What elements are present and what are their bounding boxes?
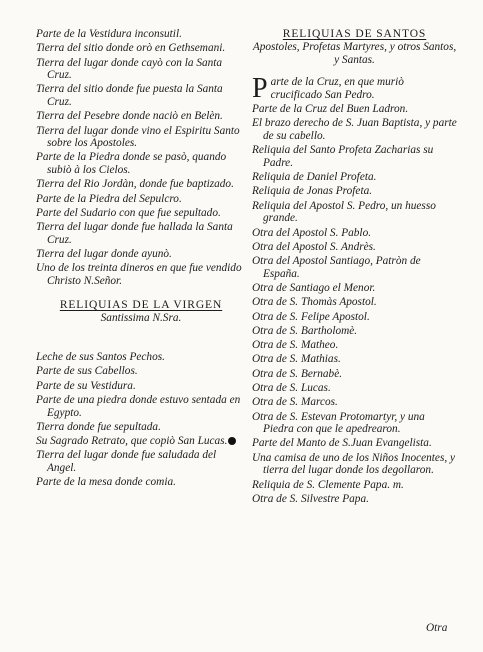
virgin-relics-list	[36, 351, 246, 489]
list-item: Otra de S. Lucas.	[252, 381, 331, 394]
list-item: Otra del Apostol Santiago, Patròn de España.	[252, 255, 421, 280]
left-column	[36, 28, 246, 491]
list-item: Su Sagrado Retrato, que copiò San Lucas.	[36, 435, 228, 448]
list-item: Otra del Apostol S. Pablo.	[252, 226, 372, 239]
list-item: Otra de S. Silvestre Papa.	[252, 492, 369, 505]
saints-relics-subheading: Apostoles, Profetas Martyres, y otros Santos, y Santas.	[252, 41, 457, 66]
saints-relics-heading: RELIQUIAS DE SANTOS	[282, 28, 427, 40]
list-item: Parte de la Vestidura inconsutil.	[36, 28, 182, 40]
virgin-relics-subheading: Santissima N.Sra.	[100, 311, 182, 324]
ink-dot	[228, 437, 236, 445]
list-item: Tierra del Rio Jordàn, donde fue baptizado.	[36, 178, 234, 191]
list-item: Tierra del lugar donde fue saludada del Angel.	[36, 449, 217, 474]
list-item: Leche de sus Santos Pechos.	[36, 351, 165, 364]
drop-cap: P	[252, 73, 268, 105]
list-item	[252, 73, 457, 105]
list-item: Parte de la Piedra del Sepulcro.	[36, 192, 182, 205]
list-item: El brazo derecho de S. Juan Baptista, y parte de su cabello.	[252, 117, 457, 142]
list-item: Reliquia de Jonas Profeta.	[252, 185, 373, 198]
list-item: Tierra del sitio donde fue puesta la Santa Cruz.	[36, 83, 223, 109]
list-item: Parte de la mesa donde comia.	[36, 476, 176, 489]
saints-relics-list	[252, 103, 457, 505]
list-item: Parte de su Vestidura.	[36, 379, 136, 392]
list-item: Otra de S. Estevan Protomartyr, y una Piedra con que le apedrearon.	[252, 410, 425, 436]
list-item: Otra de Santiago el Menor.	[252, 281, 376, 294]
list-item: Parte de la Cruz del Buen Ladron.	[252, 103, 409, 116]
list-item: Otra de S. Mathias.	[252, 353, 341, 366]
list-item: Otra de S. Marcos.	[252, 396, 338, 409]
first-entry-text: arte de la Cruz, en que muriò crucificado San Pedro.	[270, 76, 404, 101]
list-item: Parte del Sudario con que fue sepultado.	[36, 206, 221, 219]
list-item: Otra de S. Thomàs Apostol.	[252, 296, 377, 309]
list-item: Tierra del Pesebre donde naciò en Belèn.	[36, 110, 223, 123]
list-item: Parte de sus Cabellos.	[36, 365, 138, 378]
list-item: Otra de S. Bernabè.	[252, 367, 343, 380]
list-item: Una camisa de uno de los Niños Inocentes, y tierra del lugar donde los degollaron.	[252, 451, 455, 477]
list-item: Reliquia de Daniel Profeta.	[252, 171, 377, 184]
list-item: Tierra del lugar donde fue hallada la Santa Cruz.	[36, 221, 233, 246]
list-item: Parte de una piedra donde estuvo sentada en Egypto.	[36, 393, 241, 419]
list-item: Uno de los treinta dineros en que fue vendido Christo N.Señor.	[36, 262, 242, 287]
list-item: Otra del Apostol S. Andrès.	[252, 240, 376, 253]
catchword: Otra	[426, 622, 448, 634]
list-item: Tierra donde fue sepultada.	[36, 420, 161, 433]
virgin-relics-heading: RELIQUIAS DE LA VIRGEN	[59, 298, 223, 311]
right-column	[252, 28, 457, 507]
list-item: Otra de S. Matheo.	[252, 339, 339, 352]
list-item: Tierra del lugar donde cayò con la Santa Cruz.	[36, 56, 223, 82]
list-item: Tierra del sitio donde orò en Gethsemani.	[36, 42, 226, 55]
list-item: Tierra del lugar donde ayunò.	[36, 248, 172, 261]
list-item: Tierra del lugar donde vino el Espiritu Santo sobre los Apostoles.	[36, 124, 240, 150]
list-item: Parte de la Piedra donde se pasò, quando subiò à los Cielos.	[36, 151, 227, 177]
list-item: Otra de S. Bartholomè.	[252, 324, 358, 337]
list-item: Otra de S. Felipe Apostol.	[252, 310, 370, 323]
list-item: Reliquia del Apostol S. Pedro, un huesso grande.	[252, 199, 436, 225]
list-item: Parte del Manto de S.Juan Evangelista.	[252, 437, 432, 450]
list-item: Reliquia del Santo Profeta Zacharias su Padre.	[252, 144, 434, 169]
list-item: Reliquia de S. Clemente Papa. m.	[252, 478, 404, 491]
christ-relics-list	[36, 28, 246, 288]
